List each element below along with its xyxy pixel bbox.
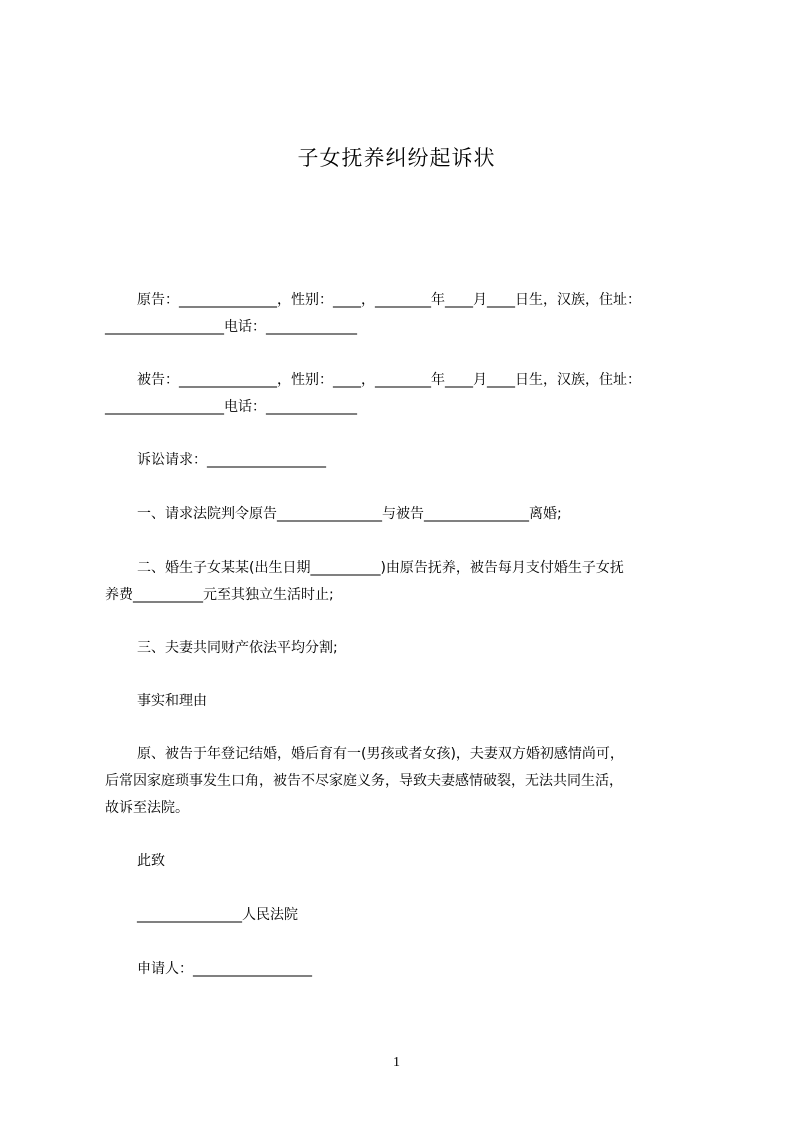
document-title: 子女抚养纠纷起诉状 [297, 146, 496, 170]
facts-body [105, 741, 715, 822]
plaintiff-info [105, 287, 715, 341]
applicant-text: 申请人：_________________ [137, 961, 312, 977]
facts-line-1: 原、被告于年登记结婚，婚后育有一(男孩或者女孩)，夫妻双方婚初感情尚可， [137, 746, 624, 762]
claim-3-text: 三、夫妻共同财产依法平均分割; [137, 640, 338, 656]
salutation [105, 848, 715, 875]
plaintiff-line-1: 原告：______________，性别：____，________年____月____日生，汉族，住址： [137, 292, 641, 308]
page-number: 1 [393, 1055, 400, 1070]
claim-1 [105, 501, 715, 528]
defendant-info [105, 367, 715, 421]
claim-2-line-2: 养费__________元至其独立生活时止; [105, 587, 334, 603]
facts-heading [105, 688, 715, 715]
applicant-line [105, 956, 715, 983]
facts-line-2: 后常因家庭琐事发生口角，被告不尽家庭义务，导致夫妻感情破裂，无法共同生活， [105, 773, 623, 789]
facts-line-3: 故诉至法院。 [105, 800, 189, 816]
salutation-text: 此致 [137, 853, 165, 869]
court-line [105, 902, 715, 929]
claim-2 [105, 555, 715, 609]
defendant-line-1: 被告：______________，性别：____，________年____月____日生，汉族，住址： [137, 372, 641, 388]
court-text: _______________人民法院 [137, 907, 298, 923]
claims-heading-text: 诉讼请求：_________________ [137, 452, 326, 468]
defendant-line-2: _________________电话：_____________ [105, 399, 357, 415]
claim-3 [105, 635, 715, 662]
claims-heading [105, 447, 715, 474]
plaintiff-line-2: _________________电话：_____________ [105, 319, 357, 335]
facts-heading-text: 事实和理由 [137, 693, 207, 709]
claim-2-line-1: 二、婚生子女某某(出生日期__________)由原告抚养，被告每月支付婚生子女抚 [137, 560, 624, 576]
claim-1-text: 一、请求法院判令原告_______________与被告_______________离婚; [137, 506, 562, 522]
